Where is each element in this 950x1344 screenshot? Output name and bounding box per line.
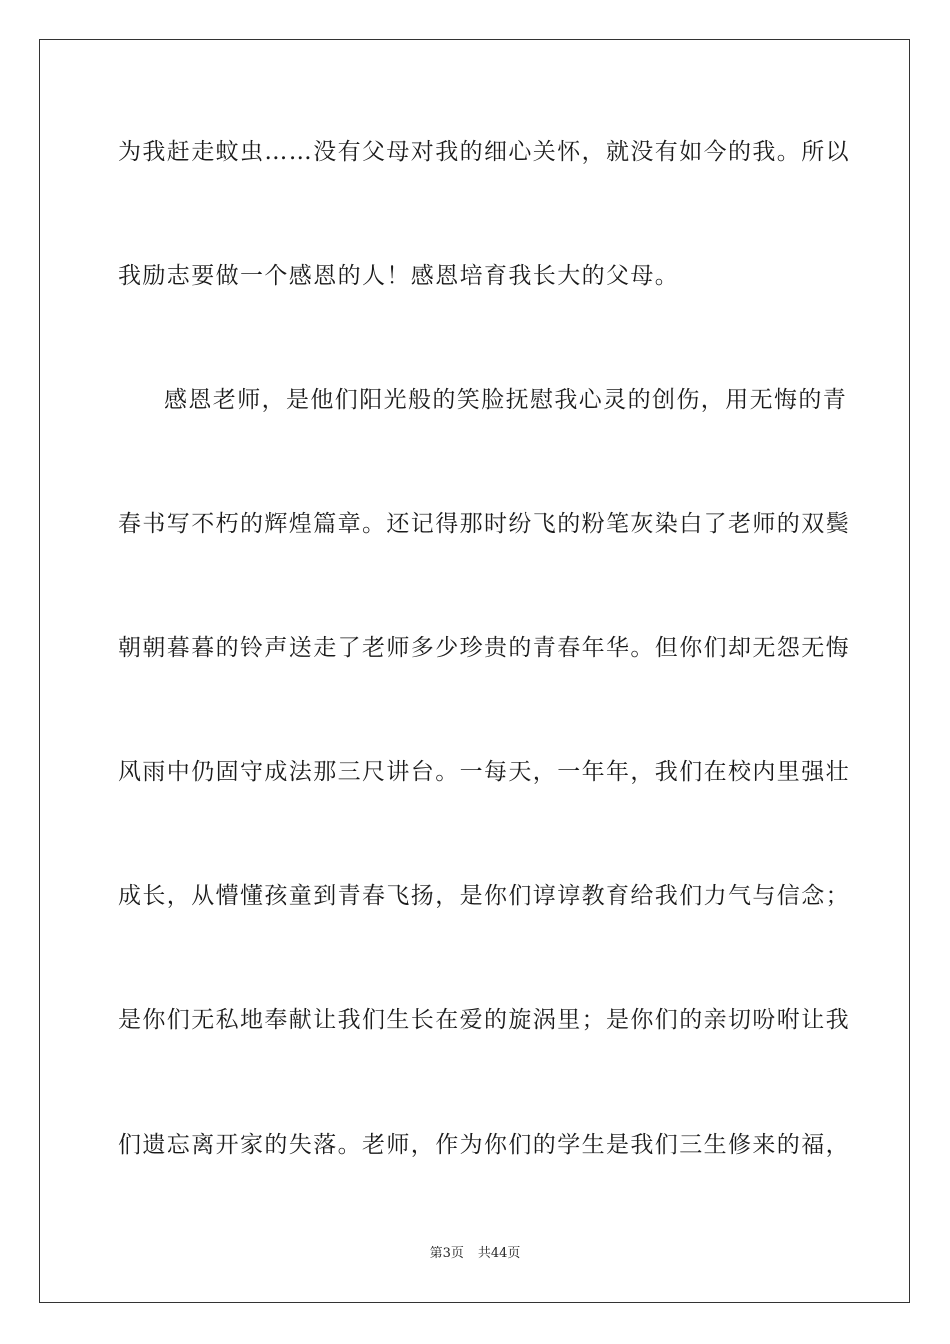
paragraph-line: 成长，从懵懂孩童到青春飞扬，是你们谆谆教育给我们力气与信念； [118,883,850,909]
page-number: 第3页 [429,1246,464,1261]
paragraph-line: 感恩老师，是他们阳光般的笑脸抚慰我心灵的创伤，用无悔的青 [164,387,848,413]
page-border [39,39,910,1303]
paragraph-line: 为我赶走蚊虫……没有父母对我的细心关怀，就没有如今的我。所以 [118,139,850,165]
paragraph-line: 我励志要做一个感恩的人！感恩培育我长大的父母。 [118,263,680,289]
paragraph-line: 春书写不朽的辉煌篇章。还记得那时纷飞的粉笔灰染白了老师的双鬓 [118,511,850,537]
page-total: 共44页 [477,1246,521,1261]
paragraph-line: 风雨中仍固守成法那三尺讲台。一每天，一年年，我们在校内里强壮 [118,759,850,785]
paragraph-line: 朝朝暮暮的铃声送走了老师多少珍贵的青春年华。但你们却无怨无悔 [118,635,850,661]
paragraph-line: 是你们无私地奉献让我们生长在爱的旋涡里；是你们的亲切吩咐让我 [118,1007,850,1033]
page-footer [0,1245,950,1263]
paragraph-line: 们遗忘离开家的失落。老师，作为你们的学生是我们三生修来的福， [118,1132,850,1158]
